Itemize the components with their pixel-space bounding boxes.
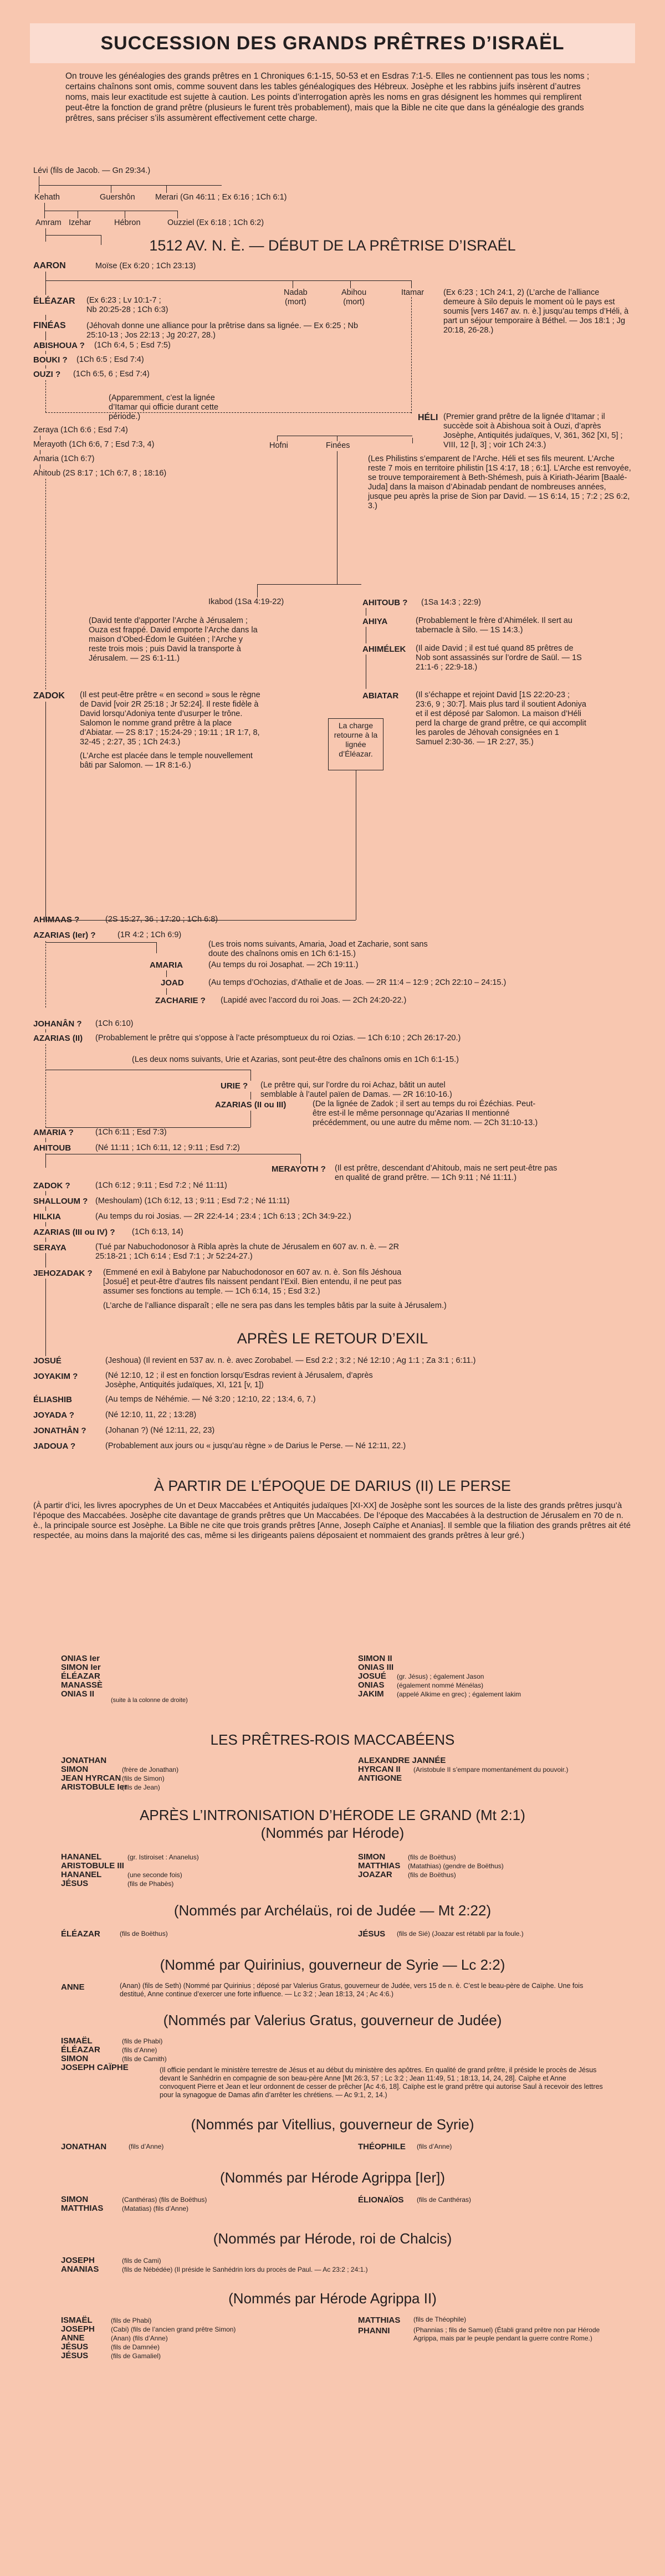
list-item: [61, 2316, 236, 2324]
list-item: [61, 2045, 167, 2054]
heli-name: HÉLI: [418, 413, 438, 422]
priest-note: (Canthéras) (fils de Boëthus): [122, 2196, 207, 2204]
nadab-label: Nadab (mort): [284, 288, 308, 306]
list-item: [61, 1782, 178, 1791]
list-item: [61, 2324, 236, 2333]
priest-note: (fils de Simon): [122, 1775, 165, 1782]
intro-paragraph: On trouve les généalogies des grands prêtres en 1 Chroniques 6:1-15, 50-53 et en Esdras 7:1-5. Elles ne contiennent pas tous les noms ; certains chaînons sont omis, comme souvent dans les tables généalogiques des Hébreux. Josèphe et les rabbins juifs insèrent d’autres noms, mais leur exactitude est sujette à caution. Les points d’interrogation après les noms en gras désignent les hommes qui remplirent peut-être la fonction de grand prêtre (plusieurs le furent très probablement), mais que la Bible ne cite que dans la généalogie des grands prêtres, sans préciser s’ils assumèrent effectivement cette charge.: [65, 71, 590, 123]
priest-note: (fils de Phabès): [127, 1880, 174, 1888]
priest-name: JOAZAR: [358, 1870, 392, 1879]
list-item: [358, 1765, 568, 1773]
priest-name: JAKIM: [358, 1689, 384, 1699]
azarias2-name: AZARIAS (II): [33, 1034, 83, 1043]
priest-name: ANTIGONE: [358, 1773, 402, 1783]
moise-label: Moïse (Ex 6:20 ; 1Ch 23:13): [95, 262, 196, 270]
priest-name: MATTHIAS: [358, 2316, 401, 2325]
azarias1-ref: (1R 4:2 ; 1Ch 6:9): [117, 931, 182, 939]
itamar-note: (Ex 6:23 ; 1Ch 24:1, 2) (L’arche de l’alliance demeure à Silo depuis le moment où le pays est soumis [vers 1467 av. n. è.] jusqu’au temps d’Héli, à part un séjour temporaire à Béthel. — Jos 18:1 ; Jg 20:18, 26-28.): [443, 288, 629, 335]
ouzi-note: (Apparemment, c’est la lignée d’Itamar qui officie durant cette période.): [109, 393, 219, 421]
section-exile: APRÈS LE RETOUR D’EXIL: [237, 1330, 428, 1347]
priest-name: SIMON: [61, 1765, 89, 1774]
zadok2-name: ZADOK ?: [33, 1181, 70, 1190]
priest-note: (fils de Camith): [122, 2055, 167, 2063]
bouki-ref: (1Ch 6:5 ; Esd 7:4): [76, 355, 144, 364]
ahitoub3-ref: (Né 11:11 ; 1Ch 6:11, 12 ; 9:11 ; Esd 7:2): [95, 1143, 240, 1152]
abiatar-note: (Il s’échappe et rejoint David [1S 22:20-23 ; 23:6, 9 ; 30:7]. Mais plus tard il soutient Adoniya et il est déposé par Salomon. La maison d’Héli perd la charge de grand prêtre, ce qui accomplit les paroles de Jéhovah consignées en 1 Samuel 2:30-36. — 1R 2:27, 35.): [416, 691, 586, 747]
agrippa1-right-name: ÉLIONAÏOS: [358, 2195, 404, 2205]
list-item: [61, 1765, 178, 1773]
agrippa2-right-list: [358, 2316, 624, 2344]
list-item: [358, 2316, 624, 2325]
priest-name: ONIAS Ier: [61, 1654, 100, 1663]
list-item: [61, 1870, 199, 1879]
ahiya-name: AHIYA: [362, 617, 388, 626]
macc-left-list: [61, 1756, 178, 1791]
priest-note: (fils de Théophile): [413, 2316, 467, 2323]
list-item: [61, 2256, 368, 2265]
hofni-label: Hofni: [269, 441, 288, 450]
priest-name: SIMON: [61, 2054, 89, 2063]
list-item: [61, 1672, 139, 1680]
list-item: [358, 1654, 521, 1663]
list-item: [358, 1680, 521, 1689]
darius-right-list: [358, 1654, 521, 1698]
priest-note: (gr. Istiroiset : Ananelus): [127, 1853, 199, 1861]
list-item: [61, 1861, 199, 1870]
jehozadak-ref: (Emmené en exil à Babylone par Nabuchodonosor en 607 av. n. è. Son fils Jéshoua [Josué] et peut-être d’autres fils naissent pendant l’Exil. Bien entendu, il ne peut pas assumer ses fonctions au temple. — 1Ch 6:14, 15 ; Esd 3:2.): [103, 1268, 402, 1296]
list-item: [358, 1663, 521, 1672]
priest-note: (Cabi) (fils de l’ancien grand prêtre Simon): [111, 2325, 236, 2333]
priest-name: ARISTOBULE III: [61, 1861, 124, 1870]
amaria1-label: Amaria (1Ch 6:7): [33, 454, 95, 463]
ahitoub1-label: Ahitoub (2S 8:17 ; 1Ch 6:7, 8 ; 18:16): [33, 469, 167, 478]
joyada-name: JOYADA ?: [33, 1410, 74, 1420]
section-1512: 1512 AV. N. È. — DÉBUT DE LA PRÊTRISE D’ISRAËL: [149, 237, 516, 254]
zadok2-ref: (1Ch 6:12 ; 9:11 ; Esd 7:2 ; Né 11:11): [95, 1181, 227, 1190]
archelaus-left-name: ÉLÉAZAR: [61, 1929, 100, 1939]
joyada-ref: (Né 12:10, 11, 22 ; 13:28): [105, 1410, 197, 1419]
section-herod: APRÈS L’INTRONISATION D’HÉRODE LE GRAND (Mt 2:1): [140, 1807, 525, 1823]
kehath-label: Kehath: [34, 193, 60, 202]
darius-text: (À partir d’ici, les livres apocryphes de Un et Deux Maccabées et Antiquités judaïques [XI-XX] de Josèphe sont les sources de la liste des grands prêtres jusqu’à l’époque des Maccabées. Josèphe cite davantage de grands prêtres que Un Maccabées. De l’époque des Maccabées à la destruction de Jérusalem en 70 de n. è., la principale source est Josèphe. La Bible ne cite que trois grands prêtres [Anne, Joseph Caïphe et Ananias]. Il semble que la filiation des grands prêtres ait été respectée, au moins dans la majorité des cas, même si les dirigeants païens déposaient et nommaient des grands prêtres à leur gré.): [33, 1501, 631, 1540]
priest-note: (appelé Alkime en grec) ; également Iakim: [397, 1690, 521, 1698]
jadoua-ref: (Probablement aux jours ou « jusqu’au règne » de Darius le Perse. — Né 12:11, 22.): [105, 1442, 406, 1450]
archelaus-right-name: JÉSUS: [358, 1929, 386, 1939]
merari-label: Merari (Gn 46:11 ; Ex 6:16 ; 1Ch 6:1): [155, 193, 287, 202]
josue-ref: (Jeshoua) (Il revient en 537 av. n. è. avec Zorobabel. — Esd 2:2 ; 3:2 ; Né 12:10 ; Ag 1:1 ; Za 3:1 ; 6:11.): [105, 1356, 476, 1365]
ahiya-note: (Probablement le frère d’Ahimélek. Il sert au tabernacle à Silo. — 1S 14:3.): [416, 616, 572, 635]
priest-note: (fils de Jean): [122, 1783, 160, 1791]
lineage-box-text: La charge retourne à la lignée d’Éléazar.: [334, 721, 378, 758]
priest-note: (Anan) (fils d’Anne): [111, 2334, 168, 2342]
priest-note: (également nommé Ménélas): [397, 1681, 484, 1689]
david-note: (David tente d’apporter l’Arche à Jérusalem ; Ouza est frappé. David emporte l’Arche dans la maison d’Obed-Édom le Guitéen ; l’Arche y reste trois mois ; puis David la transporte à Jérusalem. — 2S 6:1-11.): [89, 616, 258, 663]
priest-note: (Aristobule II s’empare momentanément du pouvoir.): [413, 1766, 569, 1773]
hilkia-ref: (Au temps du roi Josias. — 2R 22:4-14 ; 23:4 ; 1Ch 6:13 ; 2Ch 34:9-22.): [95, 1212, 351, 1221]
priest-name: JÉSUS: [61, 1879, 89, 1888]
vitellius-left-name: JONATHAN: [61, 2142, 107, 2151]
zacharie-ref: (Lapidé avec l’accord du roi Joas. — 2Ch 24:20-22.): [221, 996, 407, 1005]
list-item: [358, 1773, 568, 1782]
herod-right-list: [358, 1852, 504, 1879]
ikabod-label: Ikabod (1Sa 4:19-22): [208, 597, 284, 606]
section-archelaus: (Nommés par Archélaüs, roi de Judée — Mt 2:22): [173, 1902, 492, 1919]
joyakim-name: JOYAKIM ?: [33, 1372, 78, 1381]
priest-name: ARISTOBULE Ier: [61, 1782, 127, 1792]
section-quirinius: (Nommé par Quirinius, gouverneur de Syrie — Lc 2:2): [160, 1956, 505, 1973]
priest-note: (fils d’Anne): [122, 2046, 157, 2054]
priest-note: (frère de Jonathan): [122, 1766, 179, 1773]
vitellius-right-name: THÉOPHILE: [358, 2142, 406, 2151]
heli-note: (Premier grand prêtre de la lignée d’Itamar ; il succède soit à Abishoua soit à Ouzi, d’après Josèphe, Antiquités judaïques, V, 361, 362 [XI, 5] ; VIII, 12 [I, 3] ; voir 1Ch 24:3.): [443, 412, 623, 449]
priest-name: JOSEPH: [61, 2256, 95, 2265]
priest-note: (une seconde fois): [127, 1871, 182, 1879]
list-item: [358, 1852, 504, 1861]
list-item: [61, 2195, 207, 2204]
jonathan-name: JONATHÂN ?: [33, 1426, 86, 1435]
priest-name: ÉLÉAZAR: [61, 2045, 100, 2054]
izhar-label: Izehar: [69, 218, 91, 227]
urie-ref: (Le prêtre qui, sur l’ordre du roi Achaz, bâtit un autel semblable à l’autel païen de Damas. — 2R 16:10-16.): [260, 1081, 452, 1099]
zadok-note: (Il est peut-être prêtre « en second » sous le règne de David [voir 2R 25:18 ; Jr 52:24]. Il reste fidèle à David lorsqu’Adoniya tente d’usurper le trône. Salomon le nomme grand prêtre à la place d’Abiatar. — 2S 8:17 ; 15:24-29 ; 19:11 ; 1R 1:7, 8, 32-45 ; 2:27, 35 ; 1Ch 24:3.): [80, 691, 260, 747]
archelaus-left-note: (fils de Boëthus): [120, 1930, 168, 1938]
priest-name: MANASSÈ: [61, 1680, 103, 1690]
levi-label: Lévi (fils de Jacob. — Gn 29:34.): [33, 166, 151, 175]
priest-name: JEAN HYRCAN: [61, 1773, 121, 1783]
onias2-note: (suite à la colonne de droite): [111, 1697, 188, 1704]
eleazar-ref: (Ex 6:23 ; Lv 10:1-7 ; Nb 20:25-28 ; 1Ch 6:3): [86, 296, 168, 314]
priest-note: (Phannias ; fils de Samuel) (Établi grand prêtre non par Hérode Agrippa, mais par le peuple pendant la guerre contre Rome.): [413, 2326, 600, 2342]
priest-note: (Matatias) (fils d’Anne): [122, 2205, 189, 2212]
priest-name: JOSEPH: [61, 2324, 95, 2334]
list-item: [61, 1852, 199, 1861]
list-item: [61, 2333, 236, 2342]
azarias2-ref: (Probablement le prêtre qui s’oppose à l’acte présomptueux du roi Ozias. — 1Ch 6:10 ; 2Ch 26:17-20.): [95, 1034, 461, 1042]
amaria2-name: AMARIA: [150, 960, 183, 970]
amaria3-ref: (1Ch 6:11 ; Esd 7:3): [95, 1128, 167, 1137]
priest-name: JÉSUS: [61, 2342, 89, 2352]
section-darius: À PARTIR DE L’ÉPOQUE DE DARIUS (II) LE PERSE: [154, 1478, 511, 1494]
abihou-label: Abihou (mort): [341, 288, 367, 306]
priest-name: ISMAËL: [61, 2316, 93, 2325]
johanan1-name: JOHANÂN ?: [33, 1019, 82, 1029]
priest-note: (fils de Boëthus): [408, 1853, 456, 1861]
jadoua-name: JADOUA ?: [33, 1442, 76, 1451]
zadok-note2: (L’Arche est placée dans le temple nouvellement bâti par Salomon. — 1R 8:1-6.): [80, 752, 253, 770]
priest-name: ONIAS: [358, 1680, 385, 1690]
priest-name: ONIAS II: [61, 1689, 95, 1699]
agrippa2-left-list: [61, 2316, 236, 2360]
azarias3-ref: (De la lignée de Zadok ; il sert au temps du roi Ézéchias. Peut-être est-il le même personnage qu’Azarias II mentionné précédemment, ou une autre du même nom. — 2Ch 31:10-13.): [313, 1100, 538, 1127]
list-item: [61, 1879, 199, 1888]
priest-name: MATTHIAS: [61, 2204, 104, 2213]
azarias4-ref: (1Ch 6:13, 14): [132, 1228, 183, 1236]
priest-name: SIMON: [61, 2195, 89, 2204]
title-banner: [30, 23, 635, 63]
priest-note: (gr. Jésus) ; également Jason: [397, 1673, 484, 1680]
section-maccabees: LES PRÊTRES-ROIS MACCABÉENS: [210, 1731, 455, 1748]
joad-ref: (Au temps d’Ochozias, d’Athalie et de Joas. — 2R 11:4 – 12:9 ; 2Ch 22:10 – 24:15.): [208, 978, 507, 987]
list-item: [61, 1756, 178, 1765]
ahitoub2-ref: (1Sa 14:3 ; 22:9): [421, 598, 482, 607]
zacharie-name: ZACHARIE ?: [155, 996, 206, 1005]
list-item: [358, 1870, 504, 1879]
azarias4-name: AZARIAS (III ou IV) ?: [33, 1228, 115, 1237]
azarias2-note: (Les deux noms suivants, Urie et Azarias, sont peut-être des chaînons omis en 1Ch 6:1-15.): [132, 1055, 459, 1064]
ahimelek-name: AHIMÉLEK: [362, 645, 406, 654]
zadok-name: ZADOK: [33, 691, 65, 701]
seraya-name: SERAYA: [33, 1243, 66, 1253]
abishoua-ref: (1Ch 6:4, 5 ; Esd 7:5): [94, 341, 171, 350]
section-named-herod: (Nommés par Hérode): [260, 1824, 405, 1841]
ahitoub2-name: AHITOUB ?: [362, 598, 408, 607]
list-item: [61, 2036, 167, 2045]
josue-name: JOSUÉ: [33, 1356, 62, 1366]
abishoua-name: ABISHOUA ?: [33, 341, 85, 350]
list-item: [358, 1861, 504, 1870]
ahitoub3-name: AHITOUB: [33, 1143, 71, 1153]
priest-name: HYRCAN II: [358, 1765, 401, 1774]
merayoth2-ref: (Il est prêtre, descendant d’Ahitoub, mais ne sert peut-être pas en qualité de grand prêtre. — 1Ch 9:11 ; Né 11:11.): [335, 1164, 557, 1182]
vitellius-left-note: (fils d’Anne): [129, 2143, 164, 2150]
priest-name: SIMON Ier: [61, 1663, 101, 1672]
priest-note: (Matathias) (gendre de Boëthus): [408, 1862, 504, 1870]
list-item: [61, 2342, 236, 2351]
list-item: [61, 1680, 139, 1689]
anne-name: ANNE: [61, 1982, 85, 1992]
priest-name: ANANIAS: [61, 2265, 99, 2274]
jehozadak-note: (L’arche de l’alliance disparaît ; elle ne sera pas dans les temples bâtis par la suite à Jérusalem.): [103, 1301, 447, 1310]
ahimaas-name: AHIMAAS ?: [33, 915, 80, 924]
priest-name: ONIAS III: [358, 1663, 394, 1672]
list-item: [61, 2063, 167, 2072]
list-item: [61, 2265, 368, 2273]
priest-note: (fils de Boëthus): [408, 1871, 456, 1879]
darius-left-list: [61, 1654, 139, 1698]
priest-note: (fils de Nébédée) (Il préside le Sanhédrin lors du procès de Paul. — Ac 23:2 ; 24:1.): [122, 2266, 368, 2273]
merayoth2-name: MERAYOTH ?: [272, 1164, 326, 1174]
pinhas-name: FINÉAS: [33, 321, 66, 330]
urie-name: URIE ?: [221, 1081, 248, 1091]
priest-name: PHANNI: [358, 2326, 390, 2335]
gratus-list: [61, 2036, 167, 2072]
priest-name: SIMON: [358, 1852, 386, 1862]
page-title: SUCCESSION DES GRANDS PRÊTRES D’ISRAËL: [100, 32, 565, 54]
list-item: [61, 2351, 236, 2360]
agrippa1-left-list: [61, 2195, 207, 2212]
azarias1-name: AZARIAS (Ier) ?: [33, 931, 96, 940]
fineas2-label: Finées: [326, 441, 350, 450]
abiatar-name: ABIATAR: [362, 691, 399, 701]
list-item: [358, 2326, 624, 2343]
lineage-box: [328, 718, 383, 770]
section-agrippa2: (Nommés par Hérode Agrippa II): [228, 2290, 437, 2307]
eliashib-name: ÉLIASHIB: [33, 1395, 73, 1404]
ahimelek-note: (Il aide David ; il est tué quand 85 prêtres de Nob sont assassinés sur l’ordre de Saül. — 1S 21:1-6 ; 22:9-18.): [416, 644, 582, 672]
list-item: [61, 1773, 178, 1782]
ouzi-name: OUZI ?: [33, 370, 61, 379]
itamar-label: Itamar: [401, 288, 424, 297]
section-agrippa1: (Nommés par Hérode Agrippa [Ier]): [219, 2169, 446, 2186]
priest-name: HANANEL: [61, 1870, 102, 1879]
section-chalcis: (Nommés par Hérode, roi de Chalcis): [213, 2230, 452, 2247]
anne-note: (Anan) (fils de Seth) (Nommé par Quirinius ; déposé par Valerius Gratus, gouverneur de Judée, vers 15 de n. è. C’est le beau-père de Caïphe. Une fois destitué, Anne continue d’exercer une forte influence. — Lc 3:2 ; Jean 18:13, 24 ; Ac 4:6.): [120, 1982, 584, 1998]
archelaus-right-note: (fils de Sié) (Joazar est rétabli par la foule.): [397, 1930, 524, 1938]
aaron-name: AARON: [33, 261, 66, 270]
list-item: [61, 1654, 139, 1663]
joyakim-ref: (Né 12:10, 12 ; il est en fonction lorsqu’Esdras revient à Jérusalem, d’après Josèphe, Antiquités judaïques, XI, 121 [v, 1]): [105, 1371, 373, 1389]
eliashib-ref: (Au temps de Néhémie. — Né 3:20 ; 12:10, 22 ; 13:4, 6, 7.): [105, 1395, 316, 1404]
list-item: [358, 1672, 521, 1680]
priest-name: JOSEPH CAÏPHE: [61, 2063, 129, 2072]
amram-label: Amram: [35, 218, 62, 227]
priest-name: MATTHIAS: [358, 1861, 401, 1870]
list-item: [61, 2204, 207, 2212]
caiphe-note: (Il officie pendant le ministère terrestre de Jésus et au début du ministère des apôtres. En qualité de grand prêtre, il préside le procès de Jésus devant le Sanhédrin en compagnie de son beau-père Anne [Mt 26:3, 57 ; Lc 3:2 ; Jean 11:49, 51 ; 18:13, 14, 24, 28]. Caïphe et Anne convoquent Pierre et Jean et leur ordonnent de cesser de prêcher [Ac 4:6, 18]. Caïphe est le grand prêtre qui autorise Saul à recevoir des lettres pour la synagogue de Damas afin d’arrêter les chrétiens. — Ac 9:1, 2, 14.): [160, 2066, 603, 2099]
priest-note: (fils de Gamaliel): [111, 2352, 161, 2360]
priest-note: (fils de Damnée): [111, 2343, 160, 2351]
ahimaas-ref: (2S 15:27, 36 ; 17:20 ; 1Ch 6:8): [105, 915, 218, 924]
zeraya-label: Zeraya (1Ch 6:6 ; Esd 7:4): [33, 426, 128, 435]
bouki-name: BOUKI ?: [33, 355, 68, 365]
section-vitellius: (Nommés par Vitellius, gouverneur de Syrie): [191, 2116, 474, 2133]
priest-name: JONATHAN: [61, 1756, 107, 1765]
chalcis-list: [61, 2256, 368, 2273]
jehozadak-name: JEHOZADAK ?: [33, 1269, 93, 1278]
list-item: [61, 1663, 139, 1672]
macc-right-list: [358, 1756, 568, 1782]
azarias3-name: AZARIAS (II ou III): [215, 1100, 287, 1110]
merayoth1-label: Merayoth (1Ch 6:6, 7 ; Esd 7:3, 4): [33, 440, 155, 449]
ouzziel-label: Ouzziel (Ex 6:18 ; 1Ch 6:2): [167, 218, 264, 227]
shalloum-name: SHALLOUM ?: [33, 1197, 88, 1206]
vitellius-right-note: (fils d’Anne): [417, 2143, 452, 2150]
priest-name: JÉSUS: [61, 2351, 89, 2360]
priest-note: (fils de Cami): [122, 2257, 161, 2265]
priest-name: ISMAËL: [61, 2036, 93, 2046]
section-gratus: (Nommés par Valerius Gratus, gouverneur de Judée): [163, 2012, 502, 2028]
guershon-label: Guershôn: [100, 193, 135, 202]
amaria2-ref: (Au temps du roi Josaphat. — 2Ch 19:11.): [208, 960, 359, 969]
list-item: [358, 1756, 568, 1765]
priest-name: JOSUÉ: [358, 1672, 386, 1681]
list-item: [358, 1689, 521, 1698]
amaria3-name: AMARIA ?: [33, 1128, 74, 1137]
eleazar-name: ÉLÉAZAR: [33, 297, 75, 306]
priest-name: ALEXANDRE JANNÉE: [358, 1756, 446, 1765]
ouzi-ref: (1Ch 6:5, 6 ; Esd 7:4): [73, 370, 150, 379]
seraya-ref: (Tué par Nabuchodonosor à Ribla après la chute de Jérusalem en 607 av. n. è. — 2R 25:18-21 ; 1Ch 6:14 ; Esd 7:1 ; Jr 52:24-27.): [95, 1243, 400, 1261]
priest-name: ANNE: [61, 2333, 85, 2343]
azarias1-note: (Les trois noms suivants, Amaria, Joad et Zacharie, sont sans doute des chaînons omis en 1Ch 6:1-15.): [208, 940, 428, 958]
jonathan-ref: (Johanan ?) (Né 12:11, 22, 23): [105, 1426, 215, 1435]
list-item: [61, 2054, 167, 2063]
priest-name: ÉLÉAZAR: [61, 1672, 100, 1681]
joad-name: JOAD: [161, 978, 184, 988]
priest-note: (fils de Phabi): [111, 2317, 152, 2324]
herod-left-list: [61, 1852, 199, 1888]
hilkia-name: HILKIA: [33, 1212, 61, 1221]
shalloum-ref: (Meshoulam) (1Ch 6:12, 13 ; 9:11 ; Esd 7:2 ; Né 11:11): [95, 1197, 290, 1205]
priest-name: SIMON II: [358, 1654, 392, 1663]
pinhas-note: (Jéhovah donne une alliance pour la prêtrise dans sa lignée. — Ex 6:25 ; Nb 25:10-13 ; Jos 22:13 ; Jg 20:27, 28.): [86, 321, 359, 340]
philistines-note: (Les Philistins s’emparent de l’Arche. Héli et ses fils meurent. L’Arche reste 7 mois en territoire philistin [1S 4:17, 18 ; 6:1]. L’Arche est renvoyée, se trouve temporairement à Beth-Shémesh, puis à Kiriath-Jéarim [Baalé-Juda] dans la maison d’Abinadab pendant de nombreuses années, jusque peu après la prise de Sion par David. — 1S 6:14, 15 ; 7:2 ; 2S 6:2, 3.): [368, 454, 631, 510]
priest-note: (fils de Phabi): [122, 2037, 163, 2045]
johanan1-ref: (1Ch 6:10): [95, 1019, 134, 1028]
priest-name: HANANEL: [61, 1852, 102, 1862]
hebron-label: Hébron: [114, 218, 141, 227]
agrippa1-right-note: (fils de Canthéras): [417, 2196, 472, 2204]
